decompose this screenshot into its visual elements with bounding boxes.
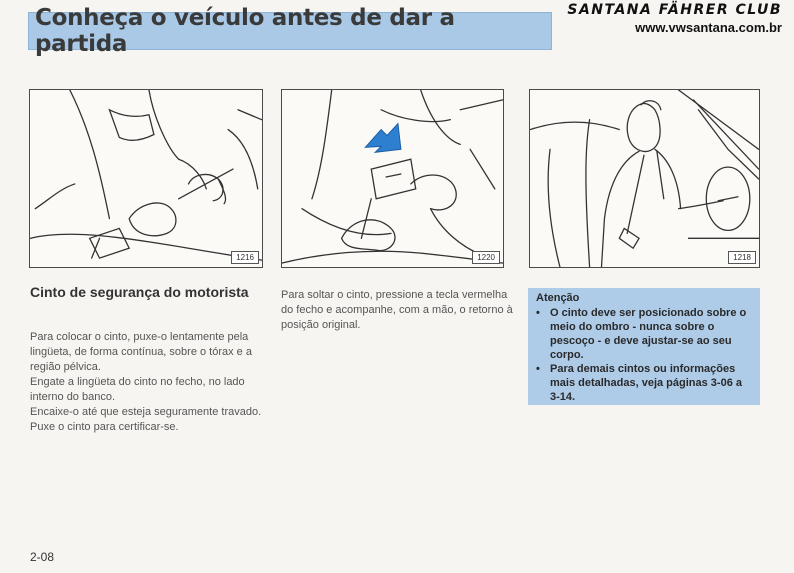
bleed-through-text [520,412,750,424]
figure-release-buckle [281,89,504,268]
paragraph: Engate a lingüeta do cinto no fecho, no lado interno do banco. [30,376,245,403]
attention-title: Atenção [536,292,580,304]
figure-number: 1216 [231,251,259,264]
paragraph: Encaixe-o até que esteja seguramente travado. Puxe o cinto para certificar-se. [30,406,262,433]
attention-box [528,288,760,405]
figure-driver-belted [529,89,760,268]
figure-driver-belted-illustration [530,90,759,267]
press-arrow-icon [365,124,401,153]
page-title-bar [28,5,552,57]
bullet-icon: • [536,307,540,319]
club-watermark [567,2,782,35]
attention-item [536,306,752,362]
page-number: 2-08 [30,550,55,564]
club-url: www.vwsantana.com.br [635,20,782,35]
paragraph: Para colocar o cinto, puxe-o lentamente pela lingüeta, de forma contínua, sobre o tórax e a região pélvica. [30,331,252,373]
attention-item-text: Para demais cintos ou informações mais detalhadas, veja páginas 3-06 a 3-14. [550,363,742,403]
figure-number: 1218 [728,251,756,264]
figure-number: 1220 [472,251,500,264]
figure-pull-belt [29,89,263,268]
bullet-icon: • [536,363,540,375]
paragraph: Para soltar o cinto, pressione a tecla vermelha do fecho e acompanhe, com a mão, o retorno à posição original. [281,289,513,331]
page-title: Conheça o veículo antes de dar a partida [35,5,455,57]
column-1-text [30,330,266,435]
column-2-text [281,288,514,333]
club-name: SANTANA FÄHRER CLUB [567,2,782,18]
figure-pull-belt-illustration [30,90,262,267]
attention-item-text: O cinto deve ser posicionado sobre o meio do ombro - nunca sobre o pescoço - e deve ajustar-se ao seu corpo. [550,307,747,361]
section-title: Cinto de segurança do motorista [30,284,249,300]
attention-item [536,362,752,404]
figure-release-buckle-illustration [282,90,503,267]
